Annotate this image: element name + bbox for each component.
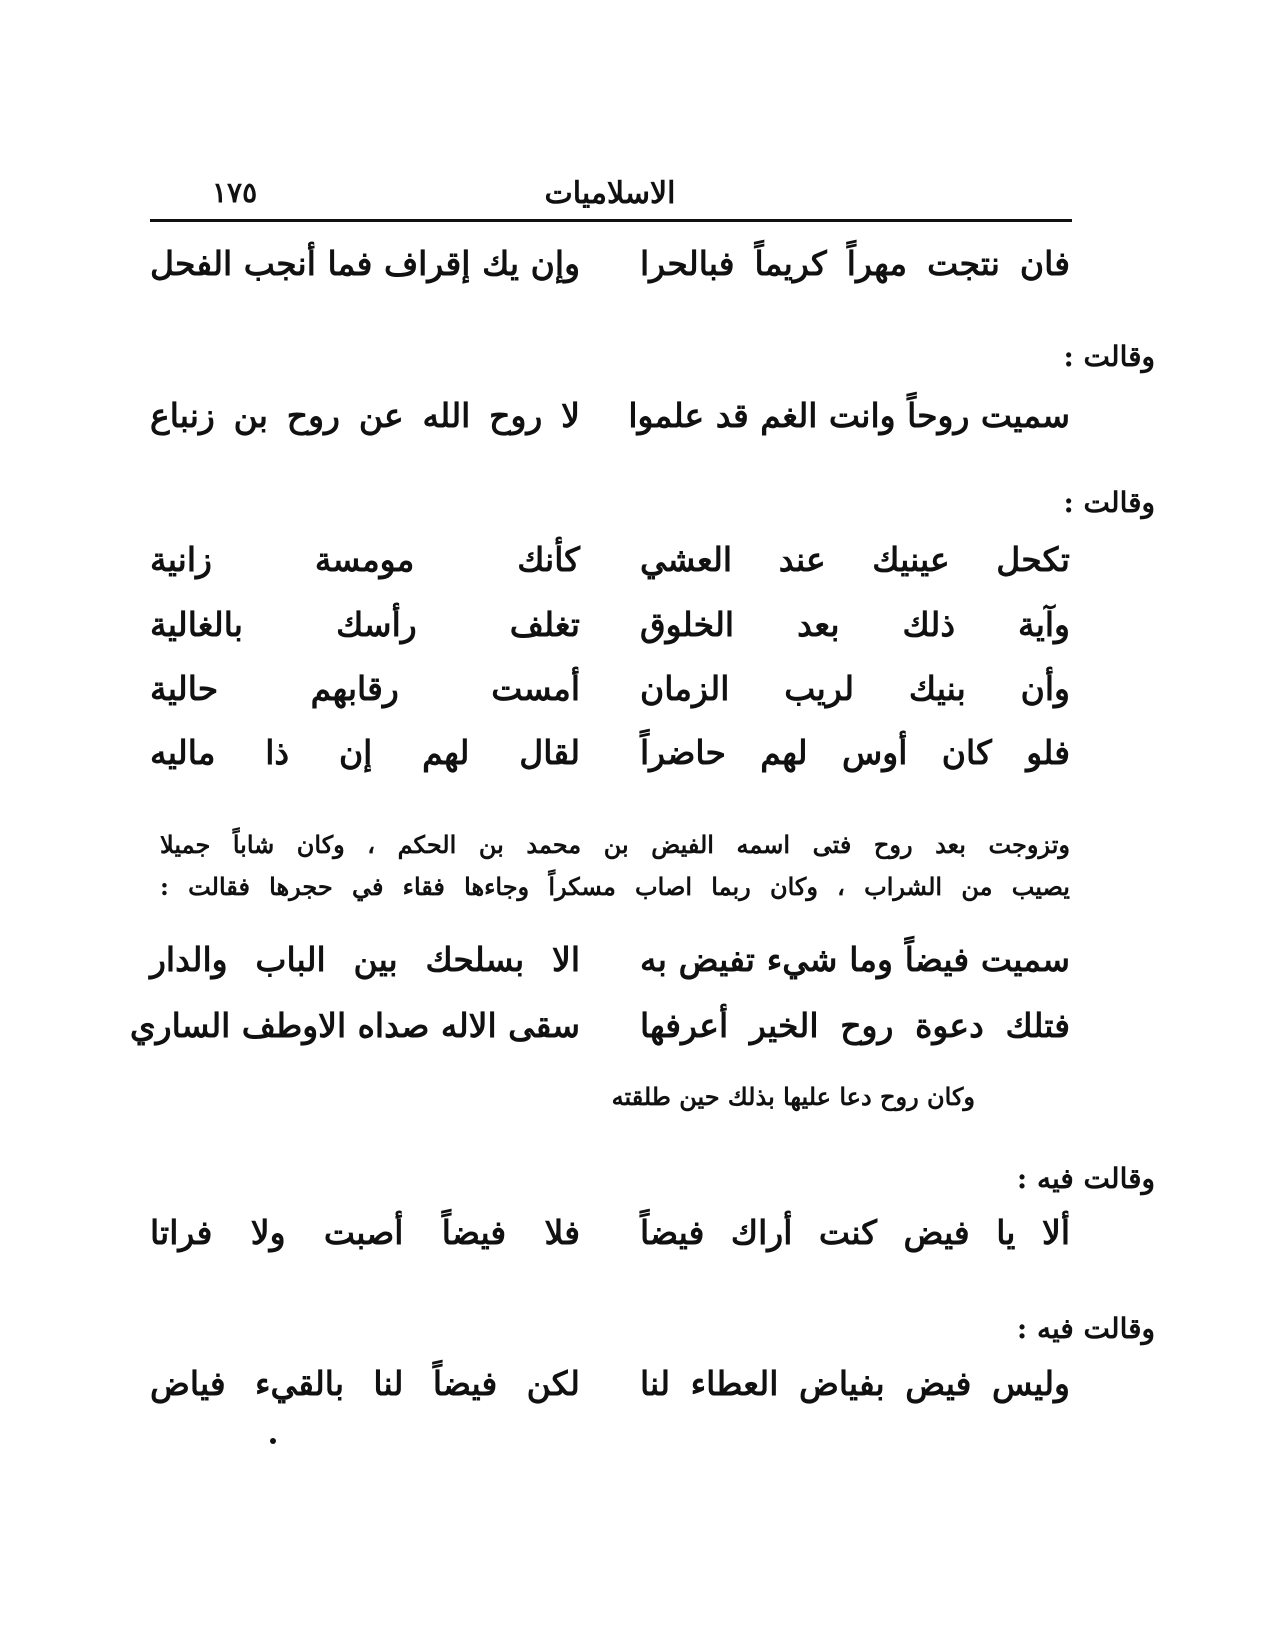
poem-intro: وقالت فيه :	[1016, 1312, 1155, 1345]
verse-line	[150, 940, 1070, 1000]
verse-hemistich-first: وآية ذلك بعد الخلوق	[640, 605, 1070, 644]
verse-hemistich-second: لقال لهم إن ذا ماليه	[150, 733, 580, 772]
verse-line	[150, 1364, 1070, 1424]
poem-intro: وقالت :	[1063, 340, 1155, 373]
prose-line: يصيب من الشراب ، وكان ربما اصاب مسكراً وجاءها فقاء في حجرها فقالت :	[160, 872, 1070, 901]
verse-hemistich-second: وإن يك إقراف فما أنجب الفحل	[150, 244, 580, 283]
poem-intro: وقالت :	[1063, 486, 1155, 519]
prose-note: وكان روح دعا عليها بذلك حين طلقته	[611, 1082, 975, 1111]
verse-hemistich-first: فلو كان أوس لهم حاضراً	[640, 733, 1070, 772]
verse-hemistich-first: سميت روحاً وانت الغم قد علموا	[628, 396, 1070, 435]
verse-hemistich-second: كأنك مومسة زانية	[150, 540, 580, 579]
verse-line	[150, 396, 1070, 456]
poem-intro: وقالت فيه :	[1016, 1162, 1155, 1195]
verse-line	[150, 244, 1070, 304]
header-rule	[150, 219, 1072, 222]
page-number: ١٧٥	[212, 176, 258, 209]
verse-line	[150, 1213, 1070, 1273]
verse-hemistich-first: فتلك دعوة روح الخير أعرفها	[640, 1006, 1070, 1045]
verse-hemistich-first: وليس فيض بفياض العطاء لنا	[640, 1364, 1070, 1403]
verse-hemistich-second: فلا فيضاً أصبت ولا فراتا	[150, 1213, 580, 1252]
verse-line	[129, 1006, 1070, 1066]
verse-hemistich-first: وأن بنيك لريب الزمان	[640, 669, 1070, 708]
verse-hemistich-first: فان نتجت مهراً كريماً فبالحرا	[640, 244, 1070, 283]
verse-line	[150, 540, 1070, 600]
running-header	[150, 176, 1070, 216]
verse-hemistich-second: تغلف رأسك بالغالية	[150, 605, 580, 644]
verse-line	[150, 605, 1070, 665]
verse-hemistich-first: تكحل عينيك عند العشي	[640, 540, 1070, 579]
verse-hemistich-second: لا روح الله عن روح بن زنباع	[150, 396, 580, 435]
verse-line	[150, 733, 1070, 793]
verse-hemistich-second: أمست رقابهم حالية	[150, 669, 580, 708]
stray-ink-dot	[270, 1438, 276, 1444]
verse-hemistich-first: ألا يا فيض كنت أراك فيضاً	[640, 1213, 1070, 1252]
prose-paragraph	[160, 824, 1070, 908]
verse-hemistich-second: الا بسلحك بين الباب والدار	[150, 940, 580, 979]
running-title: الاسلاميات	[544, 176, 676, 211]
verse-line	[150, 669, 1070, 729]
prose-line: وتزوجت بعد روح فتى اسمه الفيض بن محمد بن الحكم ، وكان شاباً جميلا	[160, 830, 1070, 859]
verse-hemistich-first: سميت فيضاً وما شيء تفيض به	[640, 940, 1070, 979]
verse-hemistich-second: سقى الاله صداه الاوطف الساري	[129, 1006, 580, 1045]
verse-hemistich-second: لكن فيضاً لنا بالقيء فياض	[150, 1364, 580, 1403]
